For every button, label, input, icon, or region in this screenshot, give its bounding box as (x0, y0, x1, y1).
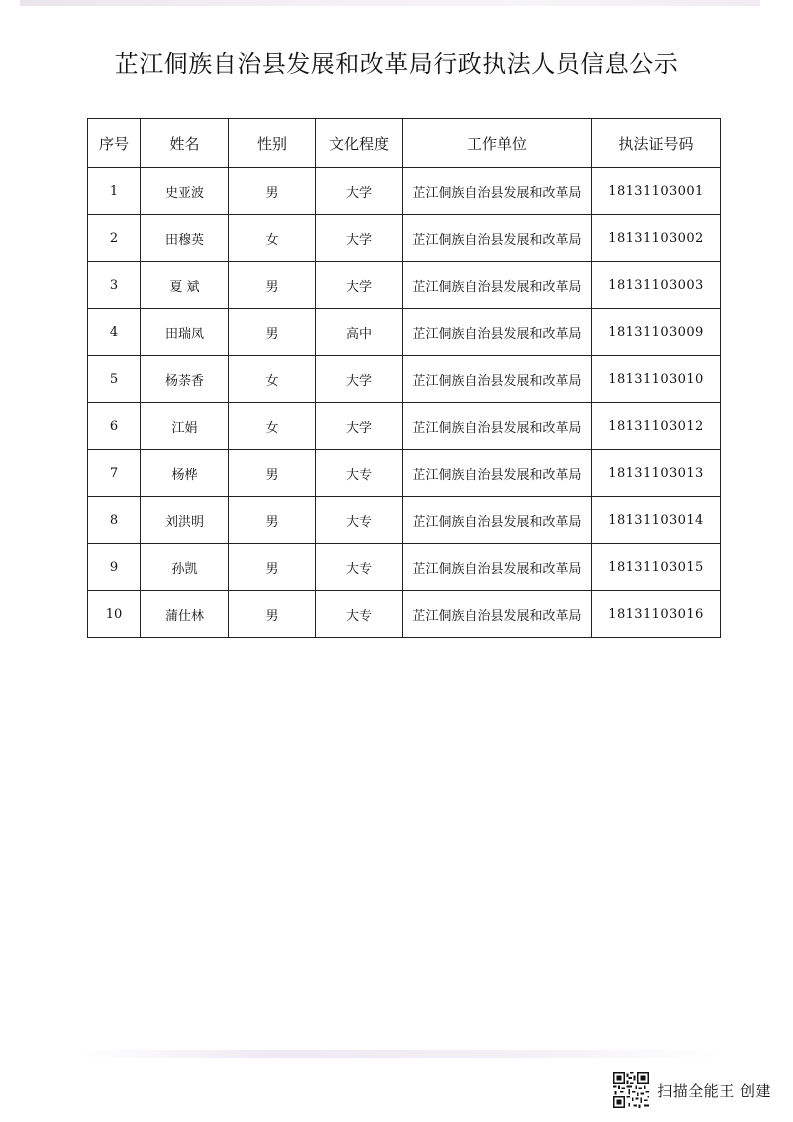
cell-gender: 男 (229, 450, 316, 497)
cell-name: 杨荼香 (141, 356, 229, 403)
table-row (88, 356, 721, 403)
cell-work-unit: 芷江侗族自治县发展和改革局 (403, 262, 592, 309)
cell-gender: 男 (229, 497, 316, 544)
cell-number: 10 (88, 591, 141, 638)
cell-gender: 男 (229, 262, 316, 309)
table-row (88, 168, 721, 215)
cell-education: 大学 (316, 168, 403, 215)
header-number: 序号 (88, 119, 141, 168)
table-row (88, 450, 721, 497)
cell-education: 大专 (316, 450, 403, 497)
cell-name: 夏 斌 (141, 262, 229, 309)
page-title: 芷江侗族自治县发展和改革局行政执法人员信息公示 (114, 50, 679, 78)
cell-cert-number: 18131103016 (592, 591, 721, 638)
table-row (88, 591, 721, 638)
cell-gender: 女 (229, 403, 316, 450)
cell-cert-number: 18131103001 (592, 168, 721, 215)
cell-education: 大学 (316, 262, 403, 309)
cell-cert-number: 18131103010 (592, 356, 721, 403)
cell-education: 大专 (316, 591, 403, 638)
cell-number: 6 (88, 403, 141, 450)
cell-cert-number: 18131103003 (592, 262, 721, 309)
cell-education: 大学 (316, 356, 403, 403)
table-row (88, 497, 721, 544)
cell-name: 孙凯 (141, 544, 229, 591)
cell-education: 高中 (316, 309, 403, 356)
cell-education: 大学 (316, 215, 403, 262)
cell-education: 大学 (316, 403, 403, 450)
cell-work-unit: 芷江侗族自治县发展和改革局 (403, 450, 592, 497)
cell-number: 3 (88, 262, 141, 309)
cell-name: 蒲仕林 (141, 591, 229, 638)
cell-number: 9 (88, 544, 141, 591)
cell-gender: 男 (229, 544, 316, 591)
cell-name: 江娟 (141, 403, 229, 450)
cell-work-unit: 芷江侗族自治县发展和改革局 (403, 356, 592, 403)
cell-work-unit: 芷江侗族自治县发展和改革局 (403, 544, 592, 591)
watermark-text: 扫描全能王 创建 (657, 1081, 771, 1100)
scanner-watermark (613, 1072, 771, 1108)
header-cert-number: 执法证号码 (592, 119, 721, 168)
cell-name: 田穆英 (141, 215, 229, 262)
scan-smudge-top (20, 0, 760, 6)
personnel-table (87, 118, 721, 638)
cell-number: 5 (88, 356, 141, 403)
cell-cert-number: 18131103012 (592, 403, 721, 450)
cell-name: 田瑞凤 (141, 309, 229, 356)
table-row (88, 309, 721, 356)
cell-work-unit: 芷江侗族自治县发展和改革局 (403, 403, 592, 450)
qr-code-icon (613, 1072, 649, 1108)
table-row (88, 544, 721, 591)
cell-number: 1 (88, 168, 141, 215)
cell-work-unit: 芷江侗族自治县发展和改革局 (403, 168, 592, 215)
header-gender: 性别 (229, 119, 316, 168)
table-header-row (88, 119, 721, 168)
cell-cert-number: 18131103002 (592, 215, 721, 262)
cell-gender: 男 (229, 591, 316, 638)
cell-number: 7 (88, 450, 141, 497)
cell-gender: 男 (229, 309, 316, 356)
cell-cert-number: 18131103014 (592, 497, 721, 544)
scan-smudge-bottom (80, 1050, 720, 1058)
header-name: 姓名 (141, 119, 229, 168)
cell-education: 大专 (316, 544, 403, 591)
cell-name: 刘洪明 (141, 497, 229, 544)
cell-work-unit: 芷江侗族自治县发展和改革局 (403, 309, 592, 356)
cell-number: 8 (88, 497, 141, 544)
cell-education: 大专 (316, 497, 403, 544)
cell-work-unit: 芷江侗族自治县发展和改革局 (403, 497, 592, 544)
table-row (88, 403, 721, 450)
table-row (88, 215, 721, 262)
cell-gender: 女 (229, 356, 316, 403)
cell-cert-number: 18131103013 (592, 450, 721, 497)
cell-gender: 女 (229, 215, 316, 262)
cell-gender: 男 (229, 168, 316, 215)
cell-name: 杨桦 (141, 450, 229, 497)
cell-cert-number: 18131103015 (592, 544, 721, 591)
header-education: 文化程度 (316, 119, 403, 168)
cell-work-unit: 芷江侗族自治县发展和改革局 (403, 591, 592, 638)
cell-number: 4 (88, 309, 141, 356)
cell-cert-number: 18131103009 (592, 309, 721, 356)
header-work-unit: 工作单位 (403, 119, 592, 168)
cell-work-unit: 芷江侗族自治县发展和改革局 (403, 215, 592, 262)
table-row (88, 262, 721, 309)
cell-number: 2 (88, 215, 141, 262)
cell-name: 史亚波 (141, 168, 229, 215)
